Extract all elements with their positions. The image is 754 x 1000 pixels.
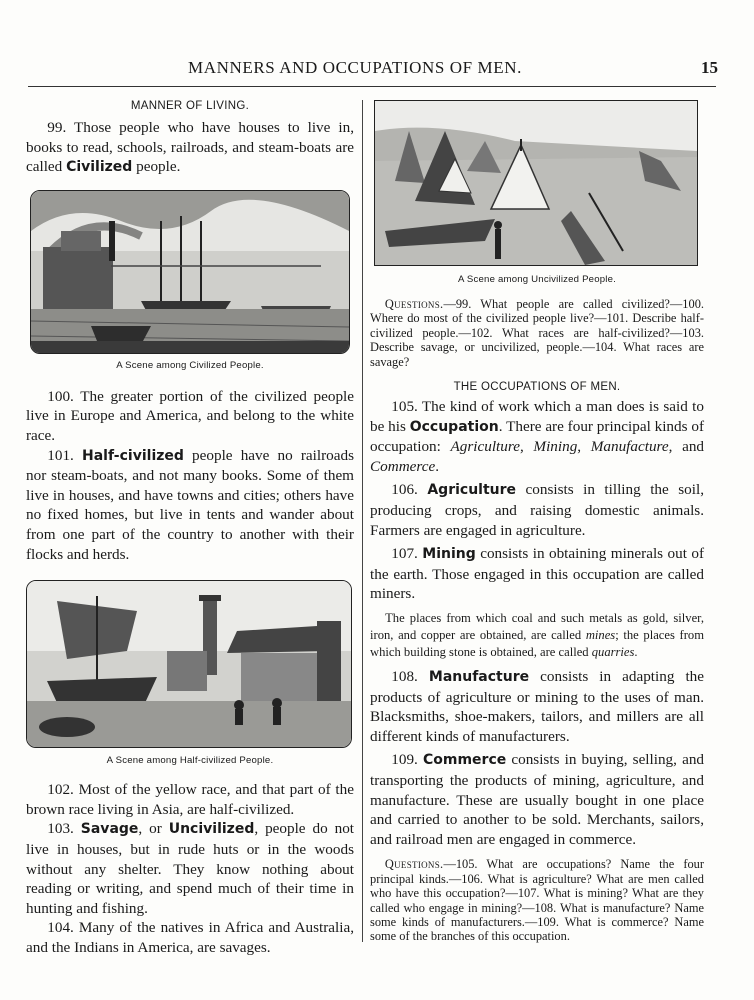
heading-occupations-of-men: THE OCCUPATIONS OF MEN. — [453, 381, 621, 394]
term-mining: Mining — [422, 546, 476, 563]
column-divider — [362, 100, 363, 942]
heading-manner-of-living: MANNER OF LIVING. — [130, 100, 250, 112]
running-title: MANNERS AND OCCUPATIONS OF MEN. — [188, 58, 522, 77]
note-mines-quarries: The places from which coal and such metals as gold, silver, iron, and copper are obtained, are called mines; the places from which building stone is obtained, are called quarries. — [370, 610, 705, 659]
paragraph-101: 101. Half-civilized people have no railroads nor steam-boats, and not many books. Some of them live in houses, and have towns and cities; others have no fixed homes, but live in tents and wander about from one part of the country to another with their flocks and herds. — [26, 446, 354, 563]
questions-105-109: Questions.—105. What are occupations? Name the four principal kinds.—106. What is agriculture? What are men called who have this occupation?—107. What is mining? What are they called who engage in mining?—108. What is manufacture? Name some kinds of manufacturers.—109. What is commerce? Name some of the branches of this occupation. — [370, 857, 704, 944]
caption-uncivilized: A Scene among Uncivilized People. — [457, 274, 617, 285]
paragraph-103: 103. Savage, or Uncivilized, people do not live in houses, but in rude huts or in the woods without any shelter. They know nothing about reading or writing, and spend much of their time in hunting and fishing. — [26, 820, 355, 917]
term-uncivilized: Uncivilized — [168, 821, 255, 838]
header-rule — [28, 86, 716, 87]
term-civilized: Civilized — [66, 159, 133, 176]
illustration-half-civilized-scene — [26, 580, 352, 748]
paragraph-100: 100. The greater portion of the civilized people live in Europe and America, and belong to the white race. — [26, 387, 354, 444]
term-commerce: Commerce — [422, 752, 507, 769]
term-half-civilized: Half-civilized — [82, 447, 184, 464]
term-savage: Savage — [80, 821, 139, 838]
paragraph-104: 104. Many of the natives in Africa and Australia, and the Indians in America, are savages. — [26, 919, 354, 956]
illustration-civilized-scene — [30, 190, 350, 354]
right-column — [370, 100, 704, 944]
paragraph-106: 106. Agriculture consists in tilling the soil, producing crops, and raising domestic animals. Farmers are engaged in agriculture. — [370, 481, 704, 539]
questions-99-104: Questions.—99. What people are called civilized?—100. Where do most of the civilized people live?—101. Describe half-civilized people.—102. What races are half-civilized?—103. Describe savage, or uncivilized, people.—104. What races are savage? — [370, 297, 704, 369]
paragraph-108: 108. Manufacture consists in adapting the products of agriculture or mining to the uses of man. Blacksmiths, shoe-makers, tailors, and millers are all different kinds of manufacturers. — [370, 667, 705, 745]
illustration-uncivilized-scene — [374, 100, 698, 266]
left-column — [26, 100, 354, 957]
term-occupation: Occupation — [409, 418, 499, 435]
caption-half-civilized: A Scene among Half-civilized People. — [106, 755, 274, 767]
paragraph-109: 109. Commerce consists in buying, selling, and transporting the products of mining, agriculture, and manufacture. These are usually bought in one place and carried to another to be sold. Merchants, sailors, and railroad men are engaged in commerce. — [370, 751, 705, 848]
running-header — [28, 58, 718, 86]
paragraph-105: 105. The kind of work which a man does is said to be his Occupation. There are four principal kinds of occupation: Agriculture, Mining, Manufacture, and Commerce. — [370, 398, 705, 475]
term-manufacture: Manufacture — [428, 668, 530, 685]
page-number: 15 — [701, 58, 718, 77]
paragraph-107: 107. Mining consists in obtaining minerals out of the earth. Those engaged in this occupation are called miners. — [370, 545, 704, 603]
paragraph-99: 99. Those people who have houses to live in, books to read, schools, railroads, and steam-boats are called Civilized people. — [26, 119, 354, 176]
term-agriculture: Agriculture — [427, 482, 517, 499]
paragraph-102: 102. Most of the yellow race, and that part of the brown race living in Asia, are half-civilized. — [26, 781, 354, 818]
caption-civilized: A Scene among Civilized People. — [116, 359, 264, 371]
